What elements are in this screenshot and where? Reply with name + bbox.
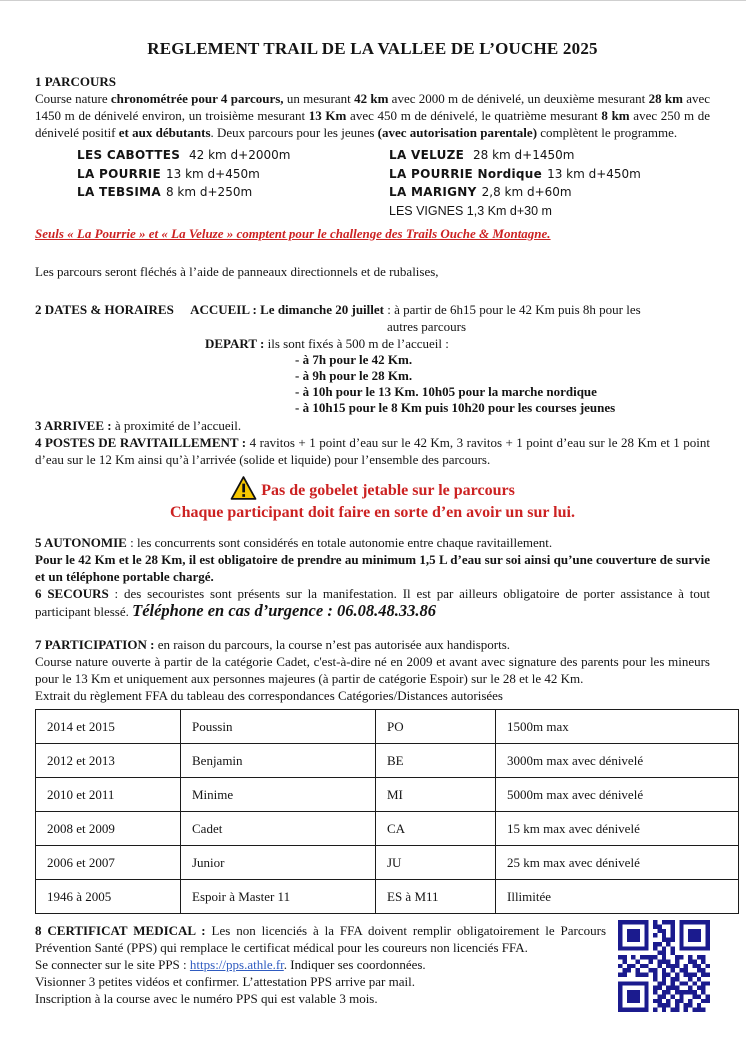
depart-time: - à 7h pour le 42 Km. [295,352,413,367]
certificat-line2: Se connecter sur le site PPS : https://pps.athle.fr. Indiquer ses coordonnées. [35,957,426,972]
cell-years: 2014 et 2015 [36,710,181,744]
table-row [36,710,739,744]
course-list-right [389,146,641,220]
autonomie-line1: 5 AUTONOMIE : les concurrents sont considérés en totale autonomie entre chaque ravitaillement. [35,535,553,550]
course-item-vignes: LES VIGNES 1,3 Km d+30 m [389,203,552,218]
cell-code: ES à M11 [376,880,496,914]
cell-code: CA [376,812,496,846]
cell-category: Cadet [181,812,376,846]
cell-distance: 1500m max [496,710,739,744]
no-cup-warning [35,476,710,524]
certificat-line4: Inscription à la course avec le numéro PPS qui est valable 3 mois. [35,991,378,1006]
cell-category: Espoir à Master 11 [181,880,376,914]
cell-code: MI [376,778,496,812]
cell-distance: Illimitée [496,880,739,914]
course-item: LES CABOTTES 42 km d+2000m [77,148,291,162]
cell-years: 2008 et 2009 [36,812,181,846]
autonomie-bold-note: Pour le 42 Km et le 28 Km, il est obligatoire de prendre au minimum 1,5 L d’eau sur soi ainsi qu’une couverture de survie et un téléphone portable chargé. [35,552,710,584]
participation-paragraph: Course nature ouverte à partir de la catégorie Cadet, c'est-à-dire né en 2009 et avant avec signature des parents pour les mineurs pour le 13 Km et uniquement aux personnes majeures (à partir de catégorie Espoir) sur le 28 et le 42 Km. [35,654,710,686]
section-parcours [35,73,710,141]
certificat-line3: Visionner 3 petites vidéos et confirmer. L’attestation PPS arrive par mail. [35,974,415,989]
participation-line1: 7 PARTICIPATION : en raison du parcours, la course n’est pas autorisée aux handisports. [35,637,511,652]
cell-years: 1946 à 2005 [36,880,181,914]
course-item: LA TEBSIMA 8 km d+250m [77,185,253,199]
cell-years: 2012 et 2013 [36,744,181,778]
cell-category: Poussin [181,710,376,744]
depart-times [295,352,710,416]
warning-line2: Chaque participant doit faire en sorte d’en avoir un sur lui. [170,504,575,521]
accueil-line2: autres parcours [387,319,467,334]
section-participation [35,636,710,704]
accueil-line: 2 DATES & HORAIRES ACCUEIL : Le dimanche 20 juillet : à partir de 6h15 pour le 42 Km puis 8h pour les [35,302,641,317]
table-row [36,744,739,778]
course-item: LA POURRIE Nordique 13 km d+450m [389,166,641,181]
section-ravitaillement: 4 POSTES DE RAVITAILLEMENT : 4 ravitos + 1 point d’eau sur le 42 Km, 3 ravitos + 1 point d’eau sur le 28 Km et 1 point d’eau sur le 12 Km ainsi qu’à l’arrivée (solide et liquide) pour l’ensemble des parcours. [35,435,710,467]
page-title: REGLEMENT TRAIL DE LA VALLEE DE L’OUCHE 2025 [147,39,598,58]
depart-time: - à 10h15 pour le 8 Km puis 10h20 pour les courses jeunes [295,400,616,415]
table-row [36,812,739,846]
section-dates-horaires [35,301,710,416]
cell-distance: 15 km max avec dénivelé [496,812,739,846]
table-row [36,778,739,812]
cell-code: BE [376,744,496,778]
table-row [36,880,739,914]
section-certificat [35,922,710,1007]
parcours-heading: 1 PARCOURS [35,74,117,89]
cell-code: PO [376,710,496,744]
cell-years: 2010 et 2011 [36,778,181,812]
pps-link[interactable]: https://pps.athle.fr [189,957,284,972]
cell-distance: 25 km max avec dénivelé [496,846,739,880]
table-row [36,846,739,880]
cell-category: Benjamin [181,744,376,778]
course-item: LA POURRIE 13 km d+450m [77,166,260,181]
cell-years: 2006 et 2007 [36,846,181,880]
warning-line1: Pas de gobelet jetable sur le parcours [35,476,710,502]
course-item: LA VELUZE 28 km d+1450m [389,148,575,162]
depart-time: - à 10h pour le 13 Km. 10h05 pour la marche nordique [295,384,597,399]
cell-category: Junior [181,846,376,880]
course-list [77,146,710,220]
parcours-paragraph: Course nature chronométrée pour 4 parcours, un mesurant 42 km avec 2000 m de dénivelé, un deuxième mesurant 28 km avec 1450 m de dénivelé environ, un troisième mesurant 13 Km avec 450 m de dénivelé, le quatrième mesurant 8 km avec 250 m de dénivelé positif et aux débutants. Deux parcours pour les jeunes (avec autorisation parentale) complètent le programme. [35,91,711,140]
section-arrivee: 3 ARRIVEE : à proximité de l’accueil. [35,418,242,433]
course-item: LA MARIGNY 2,8 km d+60m [389,185,572,199]
section-autonomie [35,534,710,585]
participation-extrait: Extrait du règlement FFA du tableau des correspondances Catégories/Distances autorisées [35,688,503,703]
qr-code [618,920,710,1012]
warning-icon [230,476,257,500]
depart-line: DEPART : ils sont fixés à 500 m de l’accueil : [205,336,449,351]
cell-code: JU [376,846,496,880]
course-list-left [77,146,389,220]
cell-distance: 3000m max avec dénivelé [496,744,739,778]
certificat-paragraph: 8 CERTIFICAT MEDICAL : Les non licenciés à la FFA doivent remplir obligatoirement le Parcours Prévention Santé (PPS) qui remplace le certificat médical pour les coureurs non licenciés FFA. [35,923,607,955]
cell-category: Minime [181,778,376,812]
section-secours: 6 SECOURS : des secouristes sont présents sur la manifestation. Il est par ailleurs obligatoire de porter assistance à tout participant blessé. Téléphone en cas d’urgence : 06.08.48.33.86 [35,586,710,620]
cell-distance: 5000m max avec dénivelé [496,778,739,812]
marking-note: Les parcours seront fléchés à l’aide de panneaux directionnels et de rubalises, [35,264,439,279]
categories-table [35,709,739,914]
depart-time: - à 9h pour le 28 Km. [295,368,413,383]
challenge-note: Seuls « La Pourrie » et « La Veluze » comptent pour le challenge des Trails Ouche & Montagne. [35,226,551,241]
